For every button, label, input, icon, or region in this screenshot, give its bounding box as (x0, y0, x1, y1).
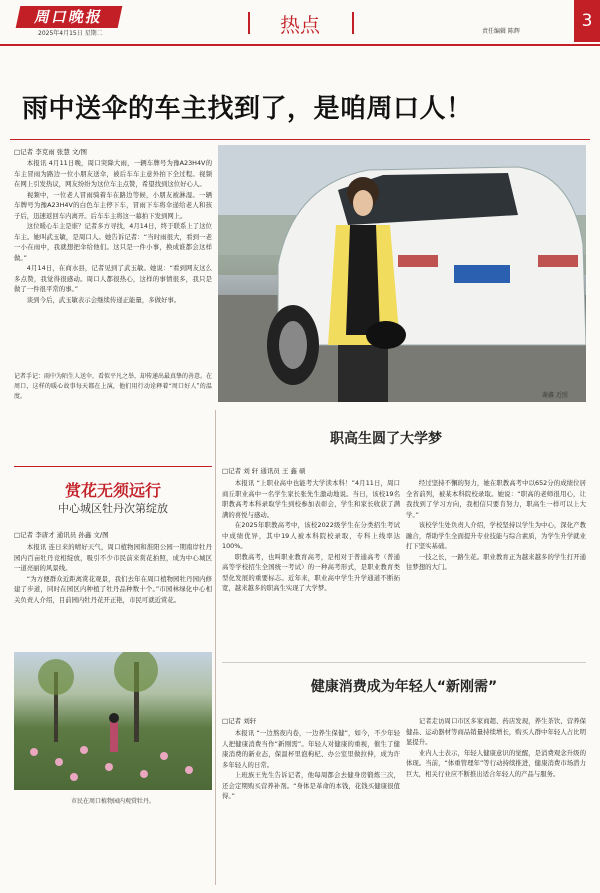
section-rule (14, 466, 212, 467)
car-photo-illustration (218, 145, 586, 402)
paragraph: 上班族王先生告诉记者，他每周都会去健身房锻炼三次，还会定期购买营养补剂。“身体是革命的本钱，花钱买健康很值得。” (222, 771, 400, 800)
paragraph: “为方便群众近距离赏花观景，我们去年在周口植物园牡丹园内修建了步道，同时在园区内种植了牡丹品种数十个。”市园林绿化中心相关负责人介绍，目前园内牡丹花开正艳，市民可就近赏花。 (14, 574, 212, 604)
main-headline: 雨中送伞的车主找到了，是咱周口人！ (22, 94, 473, 124)
consumer-col-1 (222, 728, 400, 886)
peony-garden-illustration (14, 652, 212, 790)
headline-rule (10, 139, 590, 140)
section-rule (222, 662, 586, 663)
paragraph: 视频中，一位老人冒雨骑着车在路边等候，小朋友被淋湿。一辆车牌号为豫A23H4V的白色车主停下车，冒雨下车将伞递给老人和孩子后，迅速返回车内离开。后车车主将这一幕拍下发到网上。 (14, 190, 212, 220)
reporter-note: 记者手记：雨中为陌生人送伞，看似平凡之举，却传递出最真挚的善意。在周口，这样的暖心故事每天都在上演，他们用行动诠释着“周口好人”的温度。 (14, 373, 212, 400)
flower-subtitle: 中心城区牡丹次第绽放 (58, 502, 168, 515)
flower-photo (14, 652, 212, 790)
school-title: 职高生圆了大学梦 (330, 431, 442, 447)
issue-date: 2025年4月15日 星期二 (38, 30, 103, 37)
paragraph: 职教高考，也叫职业教育高考，是相对于普通高考（普通高等学校招生全国统一考试）的一种高考形式，是职业教育类型化发展的重要标志。近年来，职业高中学生升学通道不断拓宽，越来越多的职高生实现了大学梦。 (222, 552, 400, 592)
masthead-rule (0, 44, 600, 46)
paragraph: 本报讯 “上职业高中也能考大学读本科！”4月11日，周口商丘职业高中一名学生家长张先生激动地说。当日，该校19名职教高考本科录取学生到校参加表彰会，学生和家长收获了满满的喜悦与感动。 (222, 479, 400, 519)
paragraph: 本报讯 4月11日晚，周口突降大雨，一辆车牌号为豫A23H4V的车主冒雨为路边一位小朋友送伞，被后车车主意外拍下全过程。视频在网上引发热议，网友纷纷为这位车主点赞，希望找到这位好心人。 (14, 159, 212, 188)
paragraph: 本报讯 “一边熬夜内卷，一边养生保健”，如今，不少年轻人把健康消费当作“新刚需”。年轻人对健康的重视，催生了健康消费的新业态，保温杯里泡枸杞、办公室里做拉伸，成为许多年轻人的日常。 (222, 729, 400, 769)
main-photo-caption: 谢鑫 近照 (542, 392, 568, 399)
school-col-2 (406, 478, 586, 628)
paragraph: 一技之长，一路生花。职业教育正为越来越多的学生打开通往梦想的大门。 (406, 552, 586, 571)
school-byline: □记者 刘 轩 通讯员 王 鑫 硕 (222, 467, 306, 475)
consumer-title: 健康消费成为年轻人“新刚需” (310, 679, 498, 695)
consumer-col-2 (406, 716, 586, 886)
paragraph: 业内人士表示，年轻人健康意识的觉醒，是消费观念升级的体现。当前，“体重管理年”等行动持续推进，健康消费市场潜力巨大，相关行业应不断推出适合年轻人的产品与服务。 (406, 748, 586, 778)
main-article-body (14, 158, 212, 358)
paragraph: 在2025年职教高考中，该校2022级学生在分类招生考试中成绩优异，其中19人被本科院校录取，专科上线率达100%。 (222, 521, 400, 550)
flower-photo-caption: 市民在周口植物园内观赏牡丹。 (70, 798, 155, 805)
main-photo (218, 145, 586, 402)
school-col-1 (222, 478, 400, 628)
paragraph: 本报讯 连日来的晴好天气，周口植物园和淮阳公园一期南岸牡丹园内百亩牡丹竞相绽放，吸引不少市民前来赏花拍照，成为中心城区一道亮丽的风景线。 (14, 543, 212, 572)
paragraph: 该校学生处负责人介绍，学校坚持以学生为中心，深化产教融合，帮助学生全面提升专业技能与综合素质，为学生升学就业打下坚实基础。 (406, 521, 586, 550)
paragraph: 记者走访周口市区多家商超、药店发现，养生茶饮、营养保健品、运动器材等商品销量持续增长，购买人群中年轻人占比明显提升。 (406, 717, 586, 746)
main-byline: □记者 李克雨 张慧 文/图 (14, 148, 88, 156)
consumer-byline: □记者 刘轩 (222, 717, 257, 725)
column-divider (215, 410, 216, 885)
paragraph: 经过坚持不懈的努力，她在职教高考中以652分的成绩位居全省前列，被某本科院校录取。她说：“职高的老师很用心，让我找到了学习方向，我相信只要肯努力，职高生一样可以上大学。” (406, 479, 586, 519)
paragraph: 谈到今后，武玉敏表示会继续传递正能量，多做好事。 (26, 295, 181, 304)
paragraph: 4月14日，在商水县，记者见到了武玉敏。她说：“看到网友这么多点赞，我觉得很感动。周口人都很热心，这样的事情很多，我只是做了一件很平常的事。” (14, 264, 212, 293)
divider (352, 12, 354, 34)
flower-title: 赏花无须远行 (64, 481, 161, 500)
flower-byline: □记者 李唐才 通讯员 孙鑫 文/图 (14, 531, 109, 539)
page-number: 3 (574, 0, 600, 42)
editor-credit: 责任编辑 陈辉 (482, 28, 520, 35)
section-title: 热点 (280, 13, 320, 37)
newspaper-logo: 周口晚报 (16, 6, 123, 28)
paragraph: 这位暖心车主是谁？记者多方寻找，4月14日，终于联系上了这位车主。她叫武玉敏，是周口人。她告诉记者：“当时雨很大，看到一老一小在雨中，我就想把伞给他们。这只是一件小事，换成谁都会这样做。” (14, 222, 212, 262)
flower-article-body (14, 542, 212, 648)
